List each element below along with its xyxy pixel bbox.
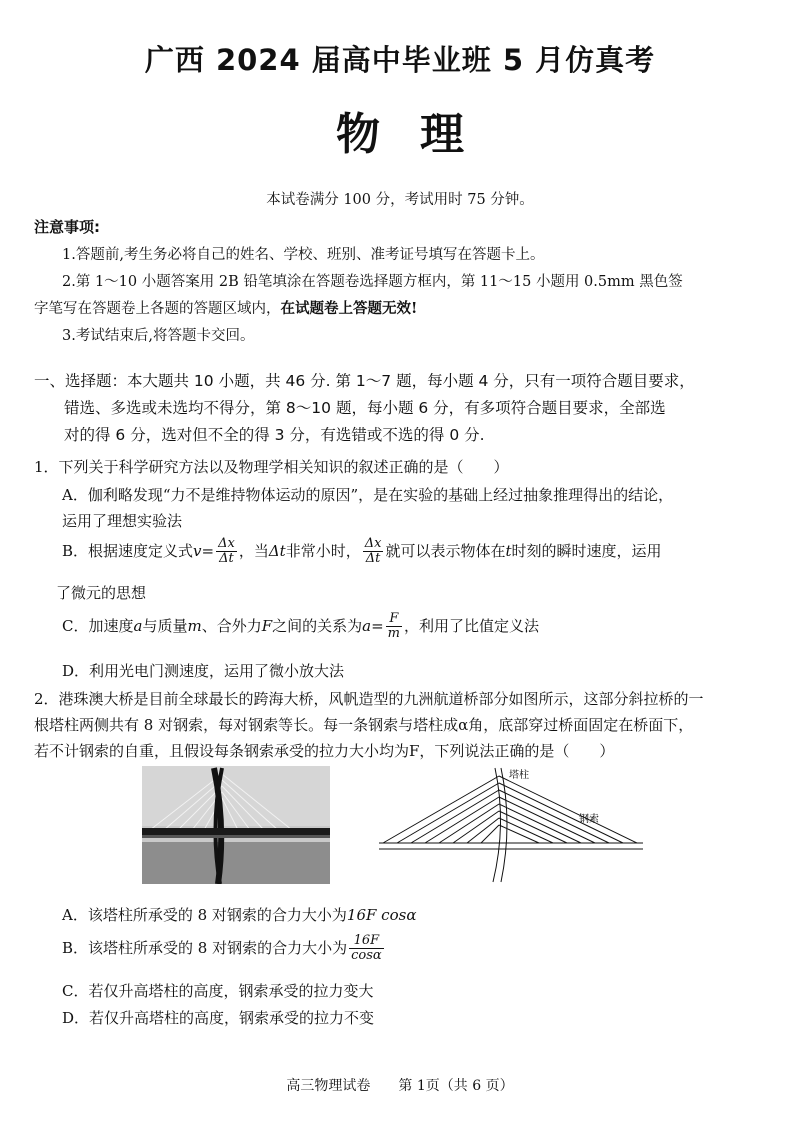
q1-b-t: t <box>505 541 512 560</box>
q1-c-m: m <box>187 616 202 635</box>
bridge-diagram <box>375 764 645 888</box>
q1-c-fraction <box>386 612 402 642</box>
bridge-photo-drawing <box>142 766 330 884</box>
exam-info: 本试卷满分 100 分，考试用时 75 分钟。 <box>266 192 534 208</box>
q2-option-a <box>62 904 416 925</box>
q1-b-denominator-2: Δt <box>365 551 381 567</box>
q1-c-suffix: ，利用了比值定义法 <box>404 616 540 635</box>
q1-c-a: a <box>133 616 143 635</box>
notice-item-2-text: 字笔写在答题卷上各题的答题区域内， <box>34 301 281 317</box>
q1-c-mid-3: 之间的关系为 <box>272 616 363 635</box>
section-1-line-2: 错选、多选或未选均不得分，第 8～10 题，每小题 6 分，有多项符合题目要求，全部选 <box>64 399 666 417</box>
q2-b-prefix: B．该塔柱所承受的 8 对钢索的合力大小为 <box>62 938 348 957</box>
q1-b-mid-1: ，当 <box>238 541 269 560</box>
q1-c-F: F <box>261 616 273 635</box>
notice-warning: 在试题卷上答题无效! <box>280 300 418 317</box>
q1-b-mid-3: 就可以表示物体在 <box>385 541 506 560</box>
q1-b-dt: Δt <box>268 541 286 560</box>
q2-stem-line-3: 若不计钢索的自重，且假设每条钢索承受的拉力大小均为F，下列说法正确的是（ ） <box>34 742 615 760</box>
q1-option-b <box>62 537 662 567</box>
notice-item-2-line-1: 2.第 1～10 小题答案用 2B 铅笔填涂在答题卷选择题方框内，第 11～15 小题用 0.5mm 黑色签 <box>62 274 683 290</box>
q1-b-fraction <box>216 537 237 567</box>
page-footer: 高三物理试卷 第 1页（共 6 页） <box>286 1078 514 1094</box>
bridge-diagram-drawing <box>375 764 645 884</box>
q1-option-c <box>62 612 539 642</box>
q1-b-mid-4: 时刻的瞬时速度，运用 <box>511 541 662 560</box>
q1-b-prefix: B．根据速度定义式 <box>62 541 194 560</box>
q2-b-fraction <box>349 934 384 964</box>
q1-stem: 1．下列关于科学研究方法以及物理学相关知识的叙述正确的是（ ） <box>34 458 509 476</box>
q2-stem-line-1: 2．港珠澳大桥是目前全球最长的跨海大桥，风帆造型的九洲航道桥部分如图所示，这部分斜拉桥的一 <box>34 690 704 708</box>
section-1-line-1: 一、选择题：本大题共 10 小题，共 46 分. 第 1～7 题，每小题 4 分，只有一项符合题目要求， <box>34 372 695 390</box>
exam-title: 广西 2024 届高中毕业班 5 月仿真考 <box>144 43 656 77</box>
q1-b-numerator-2: Δx <box>364 536 382 551</box>
q1-c-eq: = <box>371 616 384 635</box>
q1-c-mid-2: 、合外力 <box>201 616 262 635</box>
notice-title: 注意事项: <box>34 218 100 236</box>
q2-b-denominator: cosα <box>351 948 382 964</box>
tower-label: 塔柱 <box>509 770 529 781</box>
notice-item-2-line-2 <box>34 297 417 318</box>
q1-b-mid-2: 非常小时， <box>285 541 361 560</box>
q2-option-b <box>62 934 386 964</box>
q1-option-a-line-1: A．伽利略发现“力不是维持物体运动的原因”，是在实验的基础上经过抽象推理得出的结论， <box>62 486 674 504</box>
q1-b-fraction-2 <box>363 537 384 567</box>
q1-c-a2: a <box>362 616 372 635</box>
q2-a-prefix: A．该塔柱所承受的 8 对钢索的合力大小为 <box>62 906 347 924</box>
cable-label: 钢索 <box>579 814 599 825</box>
notice-item-3: 3.考试结束后,将答题卡交回。 <box>62 328 255 344</box>
q2-a-formula: 16F cosα <box>346 906 417 924</box>
q1-b-denominator: Δt <box>219 551 234 567</box>
q1-c-prefix: C．加速度 <box>62 616 134 635</box>
q1-c-denominator: m <box>387 626 400 642</box>
q1-option-a-line-2: 运用了理想实验法 <box>62 512 183 530</box>
q1-c-numerator: F <box>386 612 402 627</box>
q1-b-eq: = <box>201 541 215 560</box>
subject-title: 物理 <box>336 109 504 160</box>
section-1-line-3: 对的得 6 分，选对但不全的得 3 分，有选错或不选的得 0 分. <box>64 426 485 444</box>
q1-option-b-line-2: 了微元的思想 <box>56 584 147 602</box>
section-1-instructions <box>34 368 774 449</box>
q1-option-d: D．利用光电门测速度，运用了微小放大法 <box>62 662 345 680</box>
q2-stem-line-2: 根塔柱两侧共有 8 对钢索，每对钢索等长。每一条钢索与塔柱成α角，底部穿过桥面固定在桥面下， <box>34 716 694 734</box>
q2-option-c: C．若仅升高塔柱的高度，钢索承受的拉力变大 <box>62 982 374 1000</box>
notice-item-1: 1.答题前,考生务必将自己的姓名、学校、班别、准考证号填写在答题卡上。 <box>62 247 545 263</box>
bridge-photo <box>142 766 330 884</box>
q1-b-v: v <box>193 541 202 560</box>
q1-c-mid-1: 与质量 <box>142 616 188 635</box>
q2-option-d: D．若仅升高塔柱的高度，钢索承受的拉力不变 <box>62 1009 375 1027</box>
q1-b-numerator: Δx <box>218 536 235 551</box>
q2-b-numerator: 16F <box>349 934 384 949</box>
